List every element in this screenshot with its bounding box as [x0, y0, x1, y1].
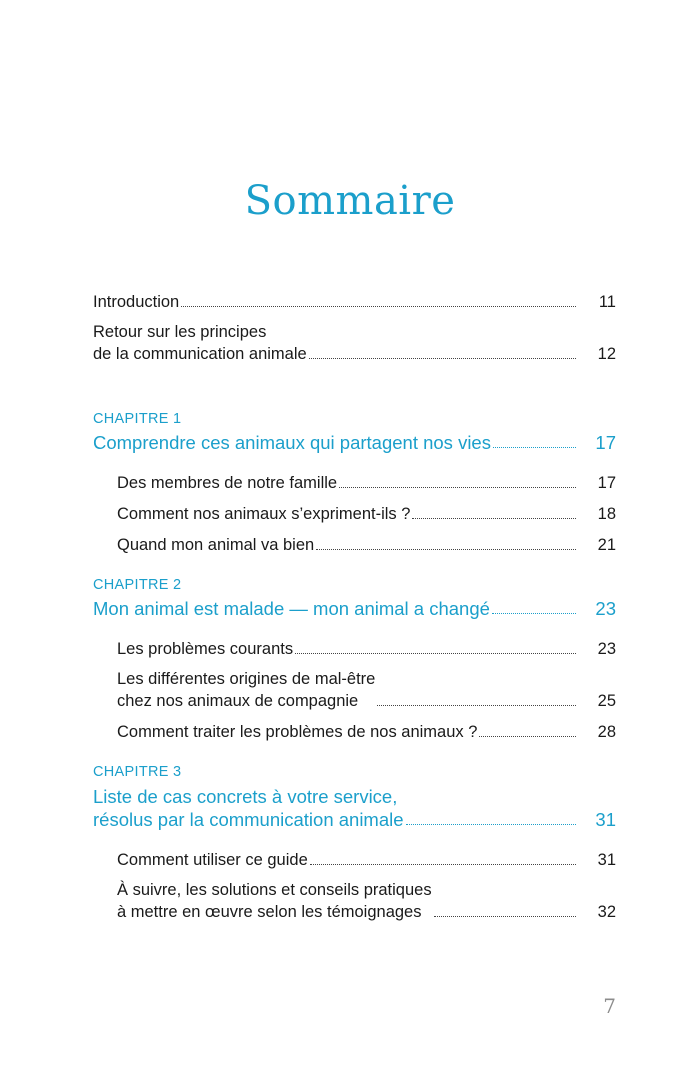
- dot-leader: [434, 916, 576, 917]
- toc-page-number: 17: [597, 474, 616, 492]
- dot-leader: [181, 306, 576, 307]
- section-label: Quand mon animal va bien: [117, 536, 315, 554]
- toc-page-number: 12: [597, 345, 616, 363]
- chapter-2-title-entry[interactable]: [93, 597, 616, 620]
- chapter-1-label: CHAPITRE 1: [93, 411, 182, 427]
- toc-entry-label-line2: de la communication animale: [93, 345, 307, 363]
- toc-entry-section[interactable]: [117, 638, 616, 660]
- dot-leader: [309, 358, 576, 359]
- chapter-1-title-entry[interactable]: [93, 431, 616, 454]
- dot-leader: [339, 487, 576, 488]
- dot-leader: [310, 864, 576, 865]
- dot-leader: [295, 653, 576, 654]
- dot-leader: [377, 705, 576, 706]
- toc-entry-section[interactable]: [117, 879, 616, 923]
- toc-entry-section[interactable]: [117, 534, 616, 556]
- section-label-line1: Les différentes origines de mal-être: [117, 670, 376, 688]
- section-label: Des membres de notre famille: [117, 474, 338, 492]
- toc-page-number: 17: [595, 432, 616, 453]
- page-folio-number: 7: [603, 994, 616, 1018]
- section-label-line2: chez nos animaux de compagnie: [117, 692, 359, 710]
- toc-page-number: 11: [598, 293, 616, 311]
- dot-leader: [493, 447, 576, 448]
- toc-entry-label-line1: Retour sur les principes: [93, 323, 267, 341]
- chapter-3-label: CHAPITRE 3: [93, 764, 182, 780]
- toc-page-number: 32: [597, 903, 616, 921]
- toc-page-number: 25: [597, 692, 616, 710]
- toc-entry-section[interactable]: [117, 668, 616, 712]
- chapter-title: Mon animal est malade — mon animal a changé: [93, 598, 490, 619]
- section-label: Comment utiliser ce guide: [117, 851, 308, 869]
- toc-page-number: 31: [595, 809, 616, 830]
- section-label: Les problèmes courants: [117, 640, 294, 658]
- toc-entry-label: Introduction: [93, 293, 180, 311]
- page-title: Sommaire: [244, 178, 456, 224]
- toc-page-number: 18: [597, 505, 616, 523]
- section-label-line2: à mettre en œuvre selon les témoignages: [117, 903, 422, 921]
- toc-entry-retour[interactable]: [93, 321, 616, 365]
- section-label-line1: À suivre, les solutions et conseils pratiques: [117, 881, 432, 899]
- toc-entry-section[interactable]: [117, 472, 616, 494]
- toc-page-number: 21: [597, 536, 616, 554]
- toc-page-number: 31: [597, 851, 616, 869]
- toc-entry-section[interactable]: [117, 849, 616, 871]
- chapter-3-title-entry[interactable]: [93, 785, 616, 831]
- chapter-title-line1: Liste de cas concrets à votre service,: [93, 786, 398, 807]
- toc-entry-introduction[interactable]: [93, 291, 616, 313]
- dot-leader: [412, 518, 576, 519]
- chapter-title: Comprendre ces animaux qui partagent nos vies: [93, 432, 491, 453]
- section-label: Comment nos animaux s’expriment-ils ?: [117, 505, 411, 523]
- toc-page-number: 23: [597, 640, 616, 658]
- section-label: Comment traiter les problèmes de nos animaux ?: [117, 723, 478, 741]
- chapter-title-line2: résolus par la communication animale: [93, 809, 404, 830]
- toc-entry-section[interactable]: [117, 503, 616, 525]
- toc-page-number: 23: [595, 598, 616, 619]
- dot-leader: [316, 549, 576, 550]
- dot-leader: [406, 824, 576, 825]
- toc-entry-section[interactable]: [117, 721, 616, 743]
- toc-page-number: 28: [597, 723, 616, 741]
- dot-leader: [479, 736, 576, 737]
- chapter-2-label: CHAPITRE 2: [93, 577, 182, 593]
- dot-leader: [492, 613, 576, 614]
